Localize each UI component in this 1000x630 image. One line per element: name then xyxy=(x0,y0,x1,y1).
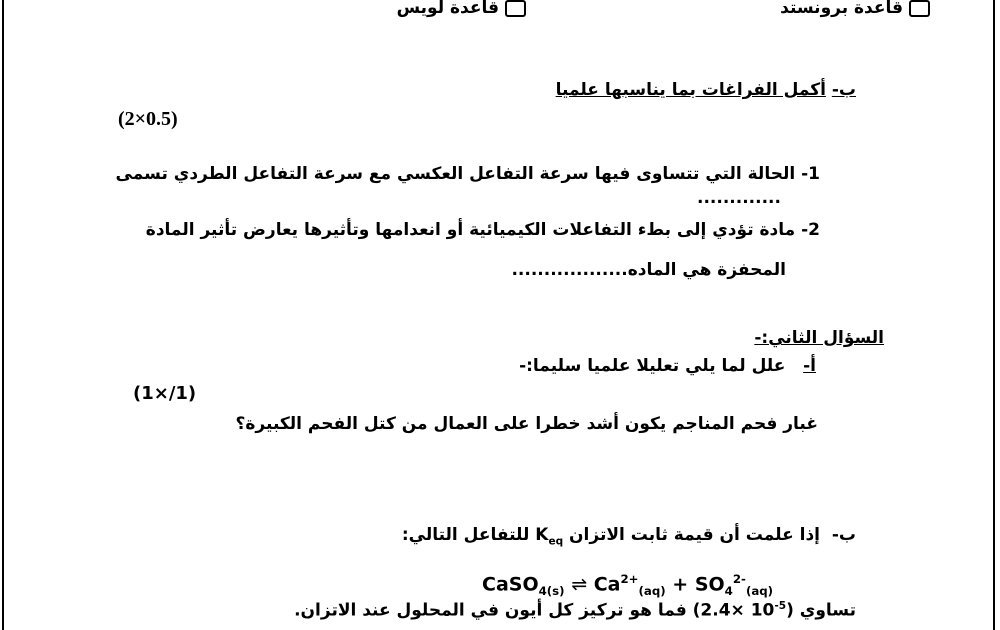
page-border-left xyxy=(2,0,4,630)
part-a-heading: أ- علل لما يلي تعليلا علميا سليما:- xyxy=(519,356,816,376)
chemical-equation: CaSO$_{4(s)}$ ⇌ $Ca^{2+}_{(aq)} + SO_4^{2-}_{(aq)}$ xyxy=(482,572,774,599)
question-two-heading: السؤال الثاني:- xyxy=(754,328,884,348)
option-bronsted[interactable]: قاعدة برونستد xyxy=(780,0,930,18)
part-b-question: تساوي $(2.4\times 10^{-5})$ فما هو تركيز كل أيون في المحلول عند الاتزان. xyxy=(294,600,856,621)
question-1-blank: ............. xyxy=(697,188,781,208)
option-lewis[interactable]: قاعدة لويس xyxy=(397,0,526,18)
page-border-right xyxy=(993,0,995,630)
part-a-question: غبار فحم المناجم يكون أشد خطرا على العمال من كتل الفحم الكبيرة؟ xyxy=(235,414,818,434)
question-2: 2- مادة تؤدي إلى بطء التفاعلات الكيميائية أو انعدامها وتأثيرها يعارض تأثير المادة xyxy=(145,220,820,240)
checkbox[interactable] xyxy=(909,0,930,17)
checkbox[interactable] xyxy=(505,0,526,17)
section-b-marks: (2×0.5) xyxy=(118,108,178,130)
part-a-marks: (1×/1) xyxy=(133,383,197,404)
question-1: 1- الحالة التي تتساوى فيها سرعة التفاعل العكسي مع سرعة التفاعل الطردي تسمى xyxy=(115,164,820,184)
question-2-line2: المحفزة هي الماده.................. xyxy=(511,260,786,280)
section-b-heading: ب- أكمل الفراغات بما يناسبها علميا xyxy=(555,80,856,100)
part-b-heading: ب- إذا علمت أن قيمة ثابت الاتزان $K_{eq}$ للتفاعل التالي: xyxy=(401,525,856,548)
